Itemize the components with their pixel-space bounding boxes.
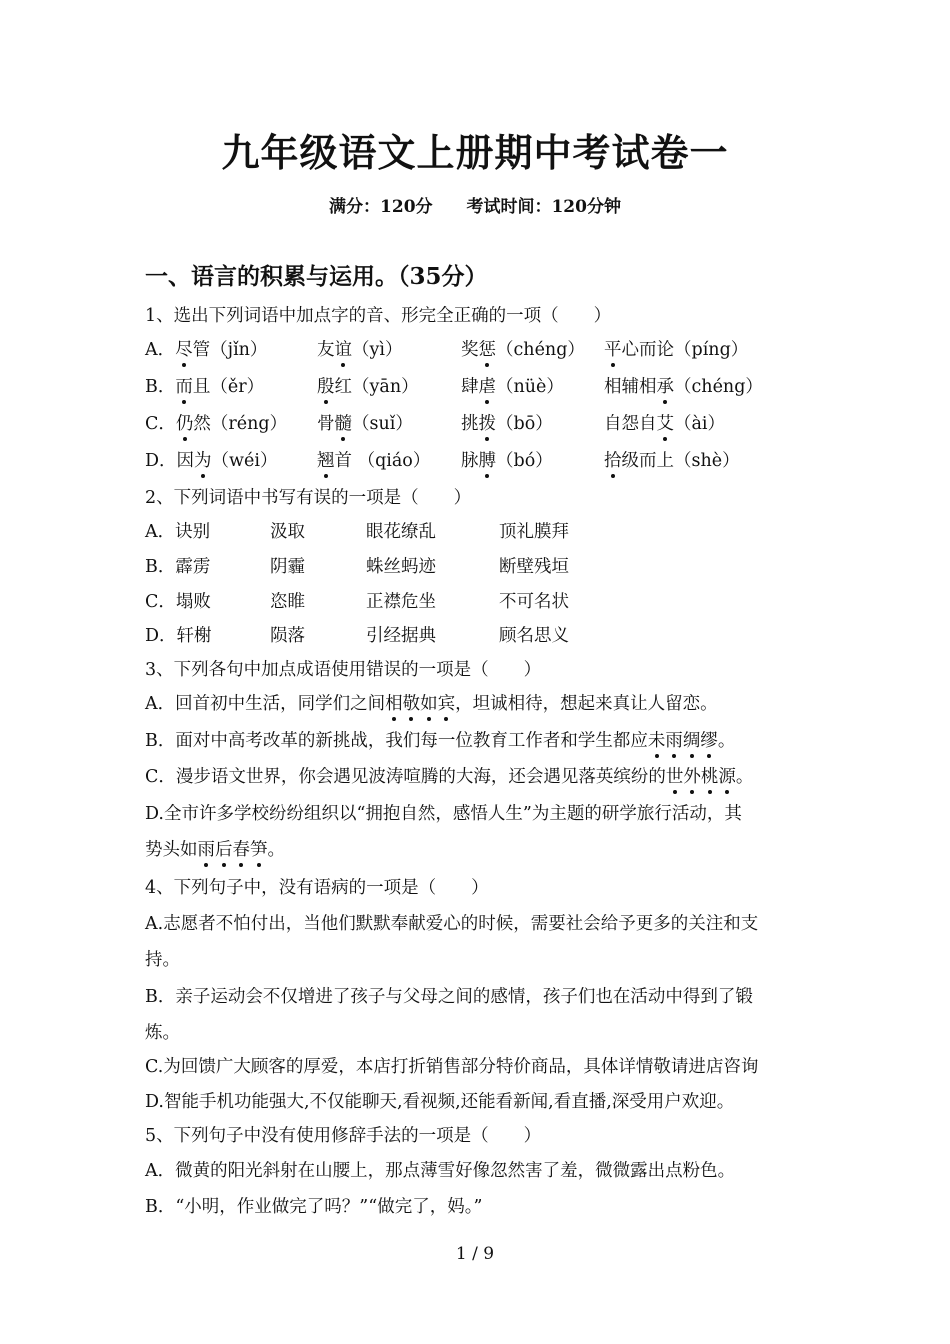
q1-b-1: B．而且（ěr） — [145, 377, 265, 397]
q1-c-2: 骨髓（suǐ） — [317, 414, 413, 434]
emphasis-char: 绸 — [682, 731, 701, 751]
q3-option-c: C．漫步语文世界，你会遇见波涛喧腾的大海，还会遇见落英缤纷的世外桃源。 — [145, 767, 754, 787]
q3-option-d-line1: D.全市许多学校纷纷组织以“拥抱自然，感悟人生”为主题的研学旅行活动，其 — [145, 804, 742, 824]
q2-c-3: 正襟危坐 — [366, 592, 436, 612]
q4-option-c: C.为回馈广大顾客的厚爱，本店打折销售部分特价商品，具体详情敬请进店咨询 — [145, 1057, 759, 1077]
q3-option-d-line2: 势头如雨后春笋。 — [145, 840, 285, 860]
full-score: 满分：120分 — [329, 197, 433, 217]
q3-a-idiom — [385, 694, 455, 714]
emphasis-char: 缪 — [700, 731, 718, 751]
q1-d-3: 脉膊（bó） — [461, 451, 553, 471]
emphasis-char: 笋 — [250, 840, 268, 860]
q4-option-a-line2: 持。 — [145, 950, 180, 970]
q2-c-2: 恣睢 — [270, 592, 305, 612]
q2-stem: 2、下列词语中书写有误的一项是（ ） — [145, 488, 472, 508]
emphasis-char: 桃 — [700, 767, 719, 787]
q1-d-1: D．因为（wéi） — [145, 451, 278, 471]
q1-b-2: 殷红（yān） — [317, 377, 419, 397]
emphasis-char: 雨 — [665, 731, 683, 751]
page-title: 九年级语文上册期中考试卷一 — [221, 130, 729, 175]
emphasis-char: 未 — [647, 731, 666, 751]
emphasis-char: 春 — [232, 840, 250, 860]
q3-d-idiom — [198, 840, 268, 860]
emphasis-char: 雨 — [197, 840, 215, 860]
q3-option-b: B．面对中高考改革的新挑战，我们每一位教育工作者和学生都应未雨绸缪。 — [145, 731, 736, 751]
emphasis-char: 如 — [420, 694, 438, 714]
q4-option-a-line1: A.志愿者不怕付出，当他们默默奉献爱心的时候，需要社会给予更多的关注和支 — [145, 914, 759, 934]
q1-b-3: 肆虐（nüè） — [461, 377, 564, 397]
q5-option-a: A．微黄的阳光斜射在山腰上，那点薄雪好像忽然害了羞，微微露出点粉色。 — [145, 1161, 736, 1181]
q1-c-4: 自怨自艾（ài） — [604, 414, 726, 434]
q2-c-1: C．塌败 — [145, 592, 211, 612]
emphasis-char: 宾 — [437, 694, 456, 714]
q1-a-4: 平心而论（píng） — [604, 340, 749, 360]
exam-time: 考试时间：120分钟 — [466, 197, 621, 217]
emphasis-char: 外 — [683, 767, 701, 787]
q1-c-3: 挑拨（bō） — [461, 414, 553, 434]
q2-d-4: 顾名思义 — [499, 626, 569, 646]
emphasis-char: 源 — [718, 767, 736, 787]
emphasis-char: 世 — [665, 767, 684, 787]
q5-stem: 5、下列句子中没有使用修辞手法的一项是（ ） — [145, 1126, 542, 1146]
q4-option-d: D.智能手机功能强大,不仅能聊天,看视频,还能看新闻,看直播,深受用户欢迎。 — [145, 1092, 735, 1112]
q1-stem: 1、选出下列词语中加点字的音、形完全正确的一项（ ） — [145, 306, 612, 326]
q3-c-idiom — [666, 767, 736, 787]
q2-b-1: B．霹雳 — [145, 557, 211, 577]
q1-a-3: 奖惩（chéng） — [461, 340, 585, 360]
q2-a-3: 眼花缭乱 — [366, 522, 436, 542]
q2-d-1: D．轩榭 — [145, 626, 212, 646]
q3-stem: 3、下列各句中加点成语使用错误的一项是（ ） — [145, 660, 542, 680]
q2-a-4: 顶礼膜拜 — [499, 522, 569, 542]
q3-b-idiom — [648, 731, 718, 751]
emphasis-char: 相 — [385, 694, 403, 714]
q2-c-4: 不可名状 — [499, 592, 569, 612]
q1-b-4: 相辅相承（chéng） — [604, 377, 763, 397]
q1-c-1: C．仍然（réng） — [145, 414, 288, 434]
q4-option-b-line2: 炼。 — [145, 1023, 180, 1043]
q2-d-2: 陨落 — [270, 626, 305, 646]
section-heading: 一、语言的积累与运用。（35分） — [145, 263, 488, 290]
q2-b-4: 断壁残垣 — [499, 557, 569, 577]
q2-a-1: A．诀别 — [145, 522, 211, 542]
q1-a-1: A．尽管（jǐn） — [145, 340, 268, 360]
q4-stem: 4、下列句子中，没有语病的一项是（ ） — [145, 878, 489, 898]
q1-d-2: 翘首 （qiáo） — [317, 451, 431, 471]
q5-option-b: B．“小明，作业做完了吗？”“做完了，妈。” — [145, 1197, 483, 1217]
exam-meta — [0, 192, 950, 217]
q2-b-3: 蛛丝蚂迹 — [366, 557, 436, 577]
q1-a-2: 友谊（yì） — [317, 340, 403, 360]
q3-option-a: A．回首初中生活，同学们之间相敬如宾，坦诚相待，想起来真让人留恋。 — [145, 694, 718, 714]
q4-option-b-line1: B．亲子运动会不仅增进了孩子与父母之间的感情，孩子们也在活动中得到了锻 — [145, 987, 753, 1007]
q2-d-3: 引经据典 — [366, 626, 436, 646]
q2-b-2: 阴霾 — [270, 557, 305, 577]
q1-d-4: 拾级而上（shè） — [604, 451, 740, 471]
emphasis-char: 敬 — [402, 694, 421, 714]
q2-a-2: 汲取 — [270, 522, 305, 542]
page-number: 1 / 9 — [455, 1244, 495, 1264]
emphasis-char: 后 — [215, 840, 233, 860]
